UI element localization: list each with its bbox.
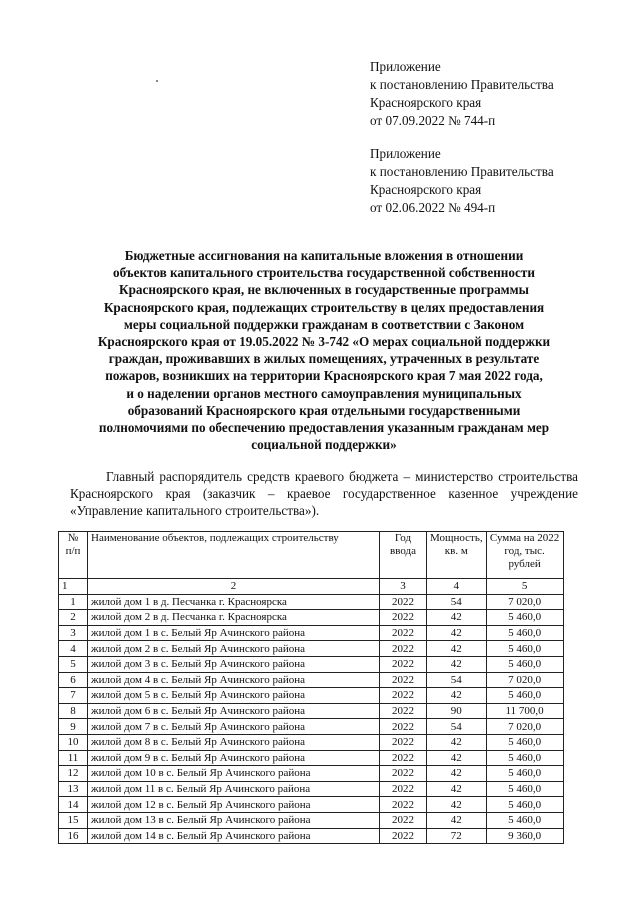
object-name: жилой дом 12 в с. Белый Яр Ачинского района [88, 797, 380, 813]
amount-2022: 7 020,0 [486, 672, 563, 688]
capacity-sqm: 42 [427, 688, 487, 704]
column-number: 2 [88, 579, 380, 595]
commission-year: 2022 [380, 703, 427, 719]
table-row [59, 750, 564, 766]
object-name: жилой дом 13 в с. Белый Яр Ачинского района [88, 812, 380, 828]
appendix-label: Приложение [370, 146, 441, 161]
table-row [59, 828, 564, 844]
amount-2022: 5 460,0 [486, 625, 563, 641]
row-number: 15 [59, 812, 88, 828]
capacity-sqm: 42 [427, 750, 487, 766]
object-name: жилой дом 9 в с. Белый Яр Ачинского района [88, 750, 380, 766]
title-line: меры социальной поддержки гражданам в соответствии с Законом [123, 316, 525, 332]
amount-2022: 5 460,0 [486, 610, 563, 626]
capacity-sqm: 42 [427, 781, 487, 797]
scan-speck [156, 80, 158, 82]
table-row [59, 594, 564, 610]
appendix-block-original [370, 145, 554, 217]
title-line: пожаров, возникших на территории Красноярского края 7 мая 2022 года, [105, 368, 543, 384]
capacity-sqm: 42 [427, 610, 487, 626]
object-name: жилой дом 1 в с. Белый Яр Ачинского района [88, 625, 380, 641]
object-name: жилой дом 5 в с. Белый Яр Ачинского района [88, 688, 380, 704]
object-name: жилой дом 11 в с. Белый Яр Ачинского района [88, 781, 380, 797]
capacity-sqm: 42 [427, 734, 487, 750]
header-number: № п/п [59, 532, 88, 579]
title-line: социальной поддержки» [251, 437, 397, 453]
table-row [59, 610, 564, 626]
capacity-sqm: 42 [427, 625, 487, 641]
header-capacity: Мощность, кв. м [427, 532, 487, 579]
appendix-region: Красноярского края [370, 182, 482, 197]
row-number: 1 [59, 594, 88, 610]
row-number: 11 [59, 750, 88, 766]
objects-table [58, 531, 564, 844]
appendix-resolution-ref: к постановлению Правительства [370, 164, 554, 179]
appendix-block-current [370, 58, 554, 130]
header-amount: Сумма на 2022 год, тыс. рублей [486, 532, 563, 579]
table-row [59, 625, 564, 641]
object-name: жилой дом 1 в д. Песчанка г. Красноярска [88, 594, 380, 610]
row-number: 14 [59, 797, 88, 813]
object-name: жилой дом 3 в с. Белый Яр Ачинского района [88, 656, 380, 672]
column-number: 5 [486, 579, 563, 595]
title-line: Красноярского края, не включенных в государственные программы [119, 282, 529, 298]
amount-2022: 5 460,0 [486, 641, 563, 657]
commission-year: 2022 [380, 812, 427, 828]
commission-year: 2022 [380, 688, 427, 704]
column-number: 3 [380, 579, 427, 595]
row-number: 3 [59, 625, 88, 641]
object-name: жилой дом 8 в с. Белый Яр Ачинского района [88, 734, 380, 750]
table-row [59, 734, 564, 750]
title-line: Красноярского края, подлежащих строительству в целях предоставления [103, 299, 545, 315]
table-row [59, 766, 564, 782]
row-number: 2 [59, 610, 88, 626]
row-number: 4 [59, 641, 88, 657]
column-numbering-row [59, 579, 564, 595]
object-name: жилой дом 6 в с. Белый Яр Ачинского района [88, 703, 380, 719]
commission-year: 2022 [380, 734, 427, 750]
title-line: Бюджетные ассигнования на капитальные вложения в отношении [124, 248, 524, 263]
commission-year: 2022 [380, 719, 427, 735]
title-line: образований Красноярского края отдельными государственными [127, 402, 521, 418]
appendix-resolution-ref: к постановлению Правительства [370, 77, 554, 92]
capacity-sqm: 72 [427, 828, 487, 844]
table-row [59, 703, 564, 719]
title-line: Красноярского края от 19.05.2022 № 3-742 «О мерах социальной поддержки [97, 334, 551, 350]
row-number: 8 [59, 703, 88, 719]
table-header-row [59, 532, 564, 579]
capacity-sqm: 42 [427, 812, 487, 828]
table-row [59, 672, 564, 688]
capacity-sqm: 42 [427, 797, 487, 813]
amount-2022: 5 460,0 [486, 734, 563, 750]
title-line: полномочиями по обеспечению предоставления указанным гражданам мер [98, 420, 550, 436]
row-number: 9 [59, 719, 88, 735]
table-row [59, 641, 564, 657]
row-number: 7 [59, 688, 88, 704]
row-number: 6 [59, 672, 88, 688]
object-name: жилой дом 2 в д. Песчанка г. Красноярска [88, 610, 380, 626]
table-row [59, 812, 564, 828]
amount-2022: 5 460,0 [486, 797, 563, 813]
capacity-sqm: 54 [427, 719, 487, 735]
amount-2022: 5 460,0 [486, 656, 563, 672]
capacity-sqm: 42 [427, 656, 487, 672]
commission-year: 2022 [380, 641, 427, 657]
commission-year: 2022 [380, 750, 427, 766]
capacity-sqm: 90 [427, 703, 487, 719]
commission-year: 2022 [380, 781, 427, 797]
amount-2022: 5 460,0 [486, 750, 563, 766]
commission-year: 2022 [380, 625, 427, 641]
amount-2022: 11 700,0 [486, 703, 563, 719]
capacity-sqm: 42 [427, 766, 487, 782]
appendix-date-number: от 07.09.2022 № 744-п [370, 113, 496, 128]
table-row [59, 719, 564, 735]
amount-2022: 5 460,0 [486, 766, 563, 782]
capacity-sqm: 54 [427, 672, 487, 688]
table-row [59, 797, 564, 813]
amount-2022: 5 460,0 [486, 781, 563, 797]
intro-paragraph: Главный распорядитель средств краевого бюджета – министерство строительства Красноярского края (заказчик – краевое государственное казенное учреждение «Управление капитального строительства»). [70, 469, 578, 518]
row-number: 13 [59, 781, 88, 797]
title-line: граждан, проживавших в жилых помещениях, утраченных в результате [108, 351, 540, 367]
row-number: 10 [59, 734, 88, 750]
capacity-sqm: 42 [427, 641, 487, 657]
object-name: жилой дом 2 в с. Белый Яр Ачинского района [88, 641, 380, 657]
commission-year: 2022 [380, 766, 427, 782]
appendix-date-number: от 02.06.2022 № 494-п [370, 200, 496, 215]
document-title [50, 247, 598, 453]
amount-2022: 7 020,0 [486, 594, 563, 610]
column-number: 4 [427, 579, 487, 595]
appendix-label: Приложение [370, 59, 441, 74]
column-number: 1 [59, 579, 88, 595]
row-number: 16 [59, 828, 88, 844]
amount-2022: 5 460,0 [486, 812, 563, 828]
amount-2022: 9 360,0 [486, 828, 563, 844]
row-number: 12 [59, 766, 88, 782]
table-row [59, 688, 564, 704]
appendix-region: Красноярского края [370, 95, 482, 110]
title-line: и о наделении органов местного самоуправления муниципальных [126, 385, 522, 401]
object-name: жилой дом 10 в с. Белый Яр Ачинского района [88, 766, 380, 782]
commission-year: 2022 [380, 656, 427, 672]
object-name: жилой дом 14 в с. Белый Яр Ачинского района [88, 828, 380, 844]
header-object-name: Наименование объектов, подлежащих строительству [88, 532, 380, 579]
header-year: Год ввода [380, 532, 427, 579]
amount-2022: 7 020,0 [486, 719, 563, 735]
object-name: жилой дом 4 в с. Белый Яр Ачинского района [88, 672, 380, 688]
commission-year: 2022 [380, 797, 427, 813]
object-name: жилой дом 7 в с. Белый Яр Ачинского района [88, 719, 380, 735]
amount-2022: 5 460,0 [486, 688, 563, 704]
commission-year: 2022 [380, 828, 427, 844]
commission-year: 2022 [380, 594, 427, 610]
capacity-sqm: 54 [427, 594, 487, 610]
commission-year: 2022 [380, 672, 427, 688]
table-row [59, 656, 564, 672]
title-line: объектов капитального строительства государственной собственности [113, 265, 535, 281]
row-number: 5 [59, 656, 88, 672]
table-row [59, 781, 564, 797]
commission-year: 2022 [380, 610, 427, 626]
